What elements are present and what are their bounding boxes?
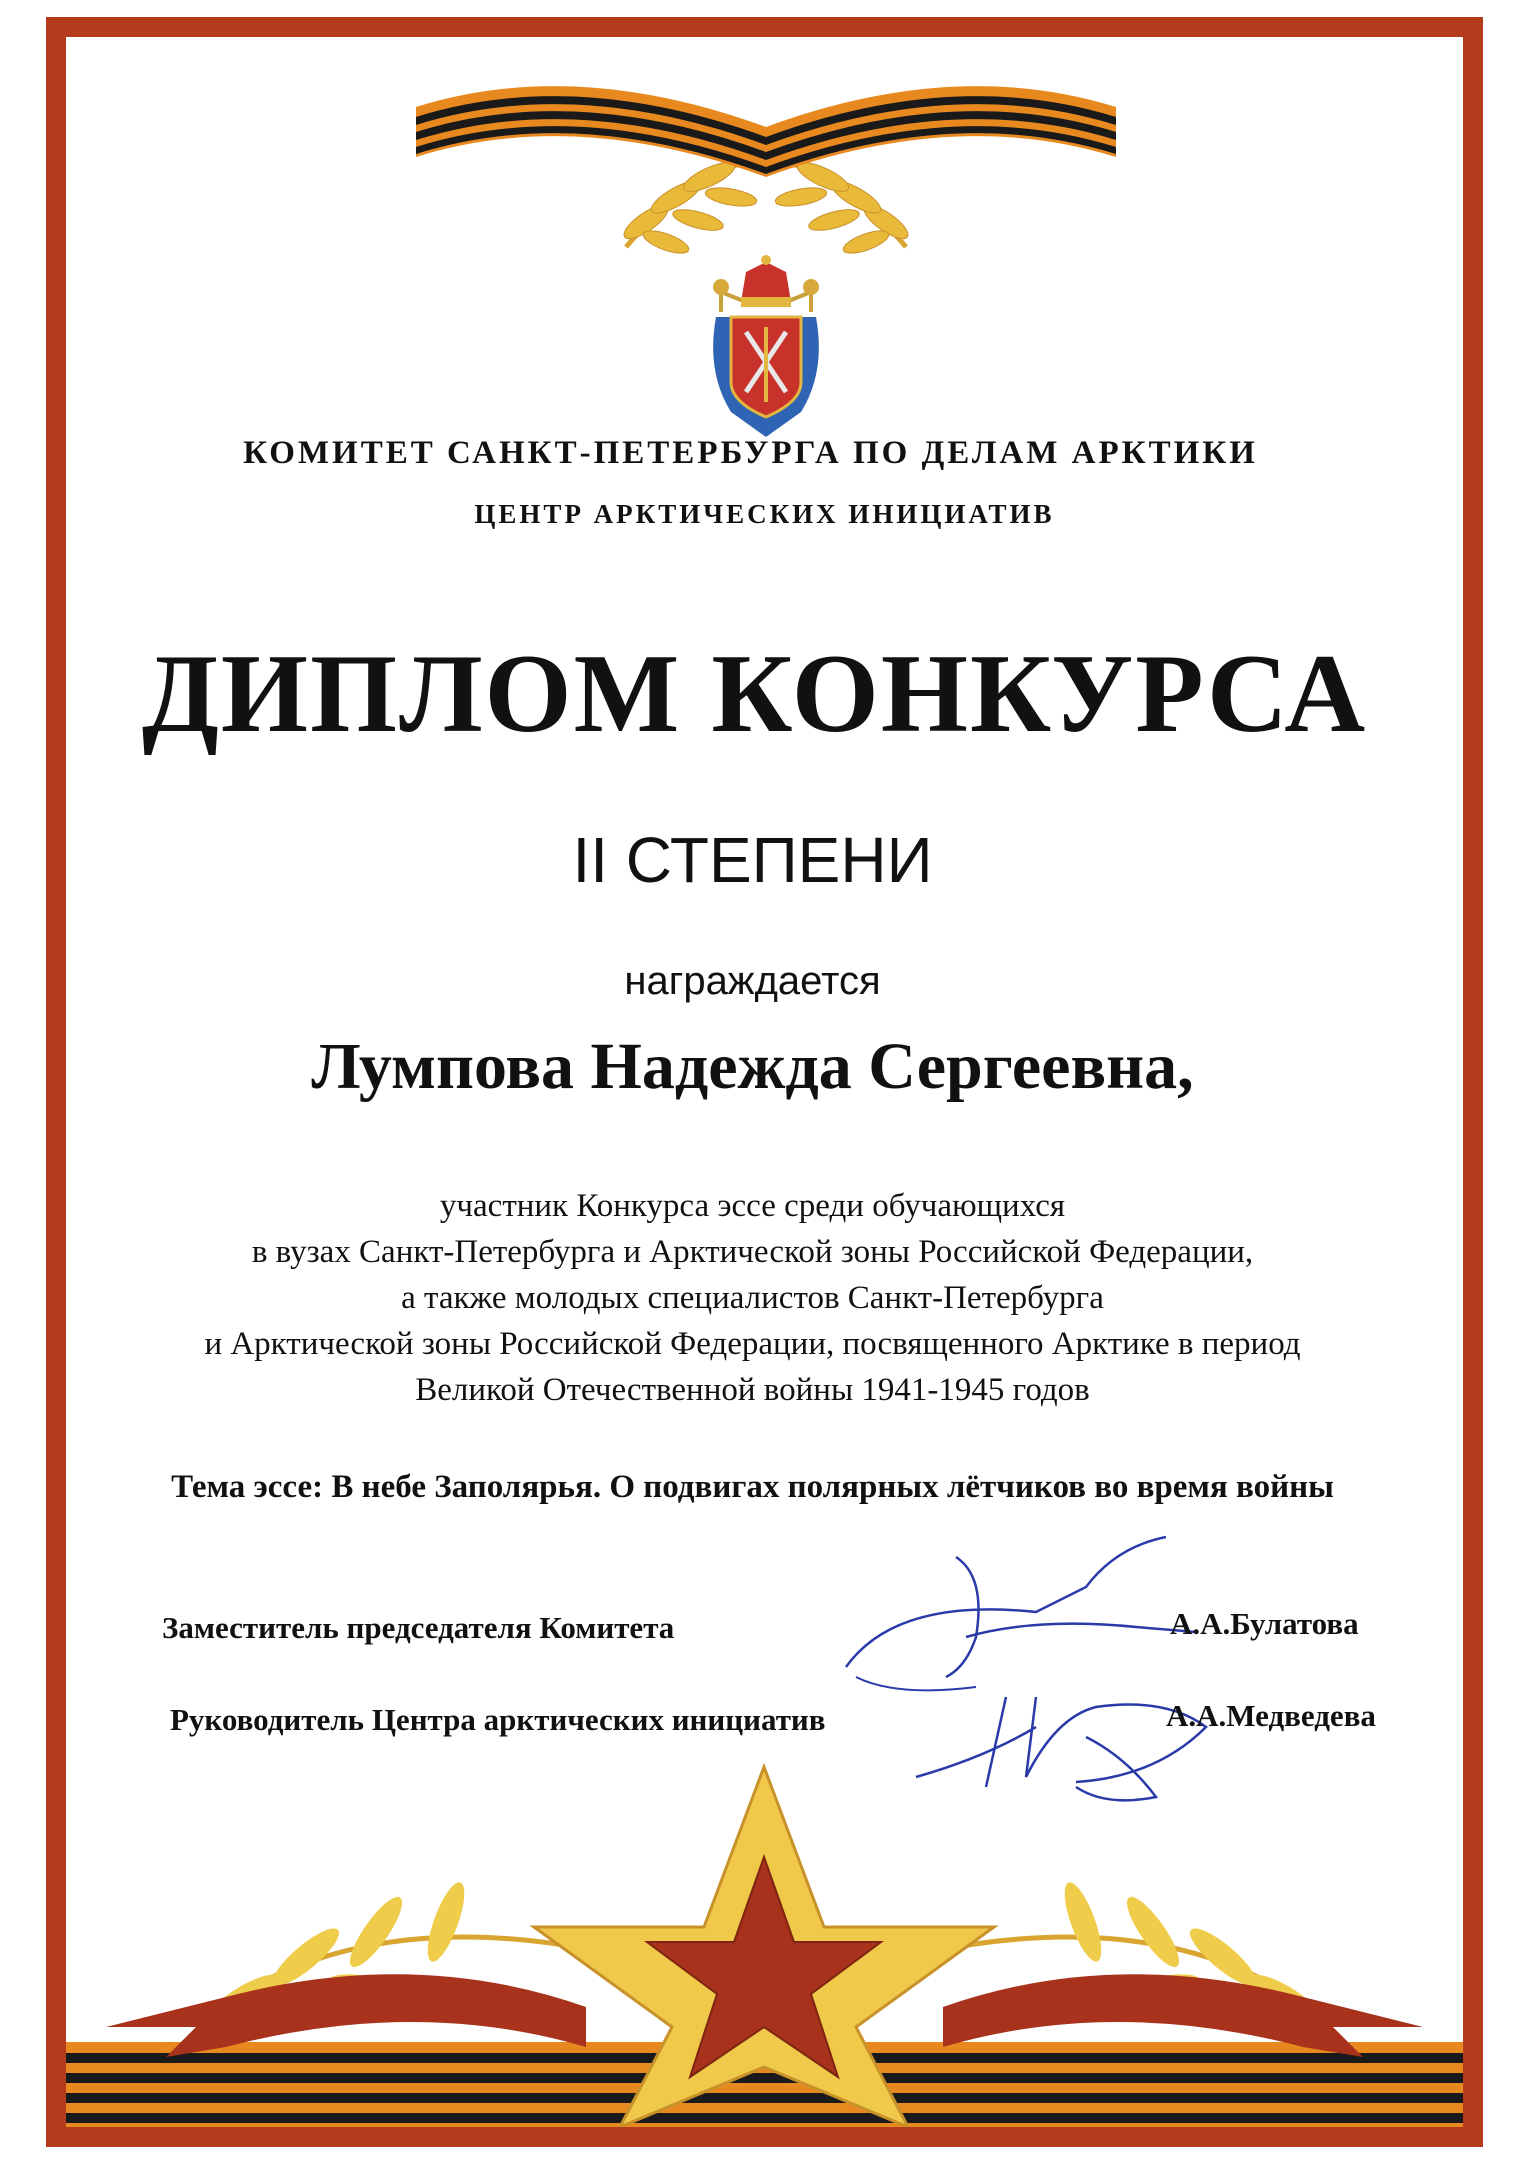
signature-position-2: Руководитель Центра арктических инициатив — [170, 1702, 826, 1737]
essay-topic: Тема эссе: В небе Заполярья. О подвигах полярных лётчиков во время войны — [171, 1469, 1334, 1505]
description-line: и Арктической зоны Российской Федерации, посвященного Арктике в период — [204, 1326, 1301, 1362]
saint-petersburg-coat-of-arms-icon — [701, 252, 831, 442]
org-subdivision: ЦЕНТР АРКТИЧЕСКИХ ИНИЦИАТИВ — [474, 499, 1055, 529]
description-line: а также молодых специалистов Санкт-Петербурга — [401, 1280, 1104, 1316]
diploma-frame — [46, 17, 1483, 2147]
signature-name-2: А.А.Медведева — [1166, 1698, 1376, 1733]
diploma-title: ДИПЛОМ КОНКУРСА — [141, 632, 1368, 756]
bottom-star-decoration — [66, 1697, 1463, 2127]
top-ribbon-decoration — [376, 37, 1156, 272]
diploma-sheet — [66, 37, 1463, 2127]
awarded-label: награждается — [624, 959, 881, 1003]
signature-name-1: А.А.Булатова — [1170, 1606, 1359, 1641]
signature-position-1: Заместитель председателя Комитета — [162, 1610, 675, 1645]
award-description — [66, 1183, 1451, 1413]
org-name: КОМИТЕТ САНКТ-ПЕТЕРБУРГА ПО ДЕЛАМ АРКТИКИ — [243, 435, 1258, 471]
diploma-degree: II СТЕПЕНИ — [572, 824, 933, 896]
description-line: Великой Отечественной войны 1941-1945 годов — [415, 1372, 1090, 1408]
description-line: в вузах Санкт-Петербурга и Арктической зоны Российской Федерации, — [251, 1234, 1254, 1270]
description-line: участник Конкурса эссе среди обучающихся — [439, 1188, 1066, 1224]
recipient-name: Лумпова Надежда Сергеевна, — [311, 1030, 1194, 1103]
